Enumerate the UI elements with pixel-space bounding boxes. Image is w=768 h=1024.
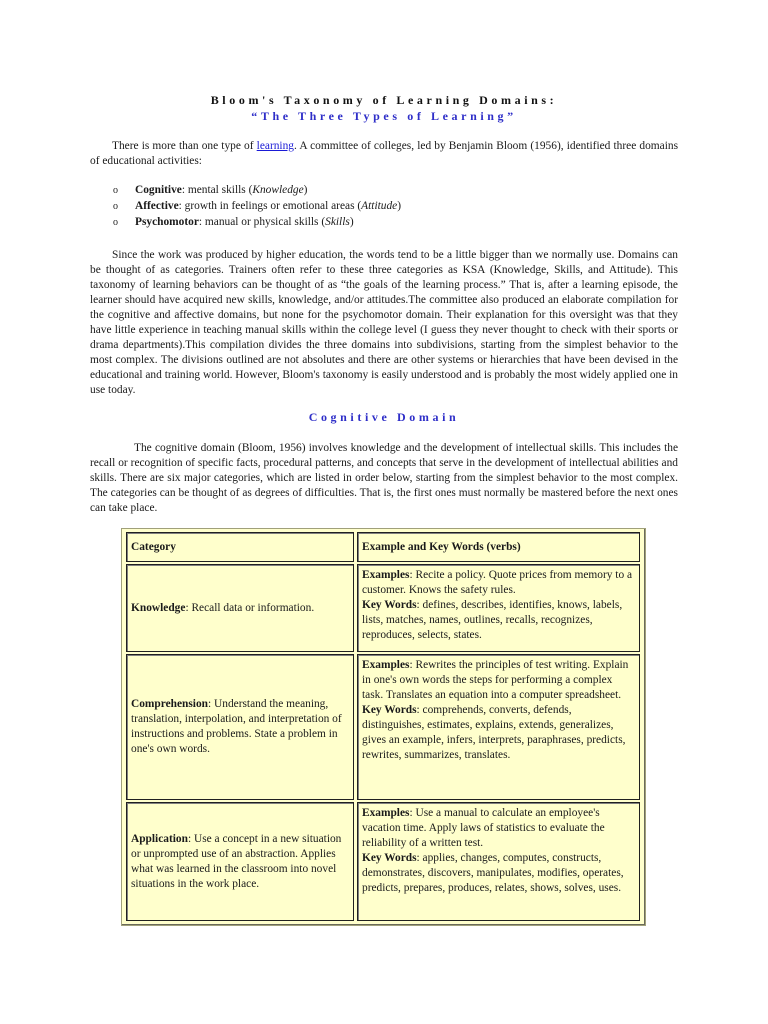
examples-value: : Rewrites the principles of test writing. Explain in one's own words the steps for performing a complex task. Translates an equation into a computer spreadsheet. bbox=[362, 659, 629, 701]
domain-name: Cognitive bbox=[135, 184, 182, 196]
category-description: : Understand the meaning, translation, interpolation, and interpretation of instructions and problems. State a problem in one's own words. bbox=[131, 698, 342, 755]
examples-text bbox=[362, 806, 635, 851]
examples-label: Examples bbox=[362, 807, 410, 819]
domain-description: : growth in feelings or emotional areas ( bbox=[178, 200, 362, 212]
table-cell-category bbox=[126, 564, 354, 652]
list-item bbox=[113, 182, 401, 198]
examples-value: : Recite a policy. Quote prices from memory to a customer. Knows the safety rules. bbox=[362, 569, 633, 596]
examples-text bbox=[362, 658, 635, 703]
domain-example: Skills bbox=[325, 216, 350, 228]
intro-paragraph bbox=[90, 139, 678, 169]
examples-text bbox=[362, 568, 635, 598]
bullet-icon: o bbox=[113, 201, 118, 212]
table-header-category: Category bbox=[126, 532, 354, 562]
bullet-icon: o bbox=[113, 217, 118, 228]
table-cell-category bbox=[126, 802, 354, 921]
keywords-label: Key Words bbox=[362, 852, 417, 864]
learning-link[interactable]: learning bbox=[256, 140, 294, 152]
list-item bbox=[113, 198, 401, 214]
domain-close: ) bbox=[397, 200, 402, 212]
keywords-label: Key Words bbox=[362, 599, 417, 611]
table-header-examples: Example and Key Words (verbs) bbox=[357, 532, 640, 562]
category-description: : Recall data or information. bbox=[185, 601, 315, 614]
cognitive-domain-heading: Cognitive Domain bbox=[308, 410, 460, 424]
examples-label: Examples bbox=[362, 659, 410, 671]
table-cell-category bbox=[126, 654, 354, 800]
list-item bbox=[113, 214, 401, 230]
keywords-value: : defines, describes, identifies, knows, labels, lists, matches, names, outlines, recalls, recognizes, reproduces, selects, states. bbox=[362, 599, 623, 641]
domain-name: Psychomotor bbox=[135, 216, 199, 228]
category-name: Knowledge bbox=[131, 601, 186, 614]
table-cell-examples bbox=[357, 564, 640, 652]
domain-name: Affective bbox=[135, 200, 179, 212]
keywords-text bbox=[362, 598, 635, 643]
table-cell-examples bbox=[357, 802, 640, 921]
domain-close: ) bbox=[303, 184, 308, 196]
document-title: Bloom's Taxonomy of Learning Domains: bbox=[210, 93, 558, 107]
domain-example: Attitude bbox=[361, 200, 398, 212]
category-name: Application bbox=[131, 832, 188, 845]
intro-text-start: There is more than one type of bbox=[112, 140, 257, 152]
keywords-text bbox=[362, 851, 635, 896]
domain-description: : manual or physical skills ( bbox=[198, 216, 326, 228]
examples-label: Examples bbox=[362, 569, 410, 581]
ksa-paragraph: Since the work was produced by higher education, the words tend to be a little bigger than we normally use. Domains can be thought of as categories. Trainers often refer to these three categories as KSA (Knowledge, Skills, and Attitude). This taxonomy of learning behaviors can be thought of as “the goals of the learning process.” That is, after a learning episode, the learner should have acquired new skills, knowledge, and/or attitudes.The committee also produced an elaborate compilation for the cognitive and affective domains, but none for the psychomotor domain. Their explanation for this oversight was that they have little experience in teaching manual skills within the college level (I guess they never thought to check with their sports or drama departments).This compilation divides the three domains into subdivisions, starting from the simplest behavior to the most complex. The divisions outlined are not absolutes and there are other systems or hierarchies that have been devised in the educational and training world. However, Bloom's taxonomy is easily understood and is probably the most widely applied one in use today. bbox=[90, 249, 678, 396]
domains-list bbox=[113, 182, 401, 230]
domain-example: Knowledge bbox=[252, 184, 304, 196]
bullet-icon: o bbox=[113, 185, 118, 196]
category-description: : Use a concept in a new situation or unprompted use of an abstraction. Applies what was learned in the classroom into novel situations in the work place. bbox=[131, 832, 342, 890]
domain-description: : mental skills ( bbox=[181, 184, 253, 196]
cognitive-table bbox=[121, 528, 646, 926]
examples-value: : Use a manual to calculate an employee's vacation time. Apply laws of statistics to evaluate the reliability of a written test. bbox=[362, 807, 605, 849]
table-cell-examples bbox=[357, 654, 640, 800]
domain-close: ) bbox=[349, 216, 354, 228]
keywords-value: : applies, changes, computes, constructs, demonstrates, discovers, manipulates, modifies, operates, predicts, prepares, produces, relates, shows, solves, uses. bbox=[362, 852, 624, 894]
cognitive-paragraph: The cognitive domain (Bloom, 1956) involves knowledge and the development of intellectual skills. This includes the recall or recognition of specific facts, procedural patterns, and concepts that serve in the development of intellectual abilities and skills. There are six major categories, which are listed in order below, starting from the simplest behavior to the most complex. The categories can be thought of as degrees of difficulties. That is, the first ones must normally be mastered before the next ones can take place. bbox=[90, 442, 678, 514]
document-subtitle: “The Three Types of Learning” bbox=[251, 109, 517, 123]
keywords-text bbox=[362, 703, 635, 763]
category-name: Comprehension bbox=[131, 698, 209, 710]
intro-text-end: . A committee of colleges, led by Benjamin Bloom (1956), identified three domains of educational activities: bbox=[90, 140, 679, 167]
keywords-label: Key Words bbox=[362, 704, 417, 716]
keywords-value: : comprehends, converts, defends, distinguishes, estimates, explains, extends, generalizes, gives an example, infers, interprets, paraphrases, predicts, rewrites, summarizes, translates. bbox=[362, 704, 626, 761]
